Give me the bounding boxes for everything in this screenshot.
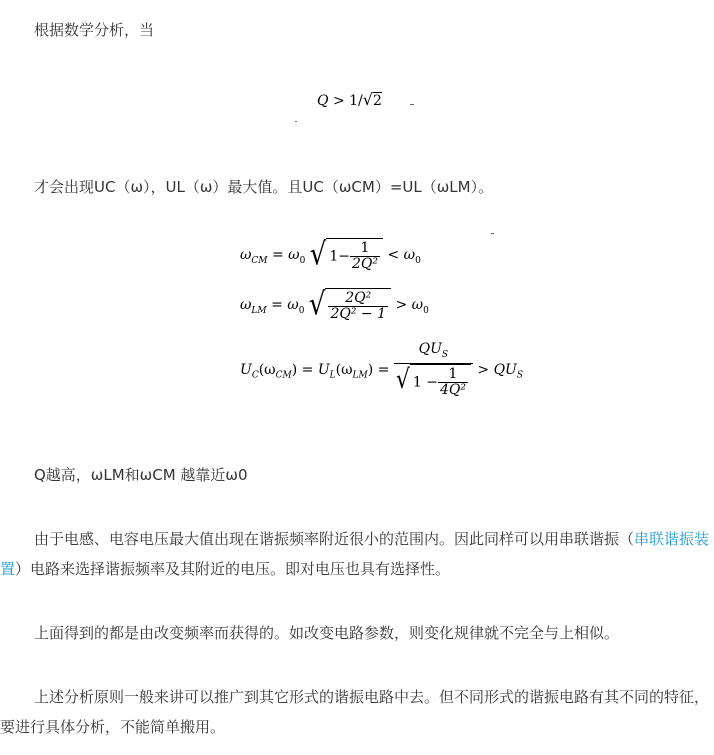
stray-mark <box>295 121 297 122</box>
omega-lm-formula: $\omega_{LM} = \omega_0$ √ $\frac{\text{2Q²}}{\text{2Q² − 1}}$ > $\omega_0$ <box>240 287 429 323</box>
max-voltage-formula: $U_C(\omega_{CM}) = U_L(\omega_{LM})$ = $QU_S$ √ 1 − $\frac{1}{\text{4Q²}}$ > $QU_S$ <box>240 341 524 398</box>
formula-block <box>240 237 524 408</box>
condition-formula: Q > 1/√2 <box>317 90 382 109</box>
stray-mark <box>491 233 494 234</box>
stray-mark <box>410 104 414 105</box>
omega-cm-formula: $\omega_{CM} = \omega_0$ √ 1− $\frac{1}{\text{2Q²}}$ < $\omega_0$ <box>240 237 421 273</box>
selectivity-text-after: ）电路来选择谐振频率及其附近的电压。即对电压也具有选择性。 <box>15 560 451 578</box>
max-value-paragraph: 才会出现UC（ω），UL（ω）最大值。且UC（ωCM）=UL（ωLM）。 <box>34 178 494 196</box>
parameter-change-paragraph: 上面得到的都是由改变频率而获得的。如改变电路参数，则变化规律就不完全与上相似。 <box>34 624 620 642</box>
selectivity-paragraph <box>0 524 714 584</box>
intro-paragraph: 根据数学分析，当 <box>34 21 155 39</box>
generalization-paragraph: 上述分析原则一般来讲可以推广到其它形式的谐振电路中去。但不同形式的谐振电路有其不同的特征，要进行具体分析，不能简单搬用。 <box>0 688 710 736</box>
q-higher-paragraph: Q越高，ωLM和ωCM 越靠近ω0 <box>34 466 248 484</box>
selectivity-text-before: 由于电感、电容电压最大值出现在谐振频率附近很小的范围内。因此同样可以用串联谐振（ <box>34 530 635 548</box>
series-resonance-device-link[interactable]: 串联谐振装置 <box>0 530 710 578</box>
